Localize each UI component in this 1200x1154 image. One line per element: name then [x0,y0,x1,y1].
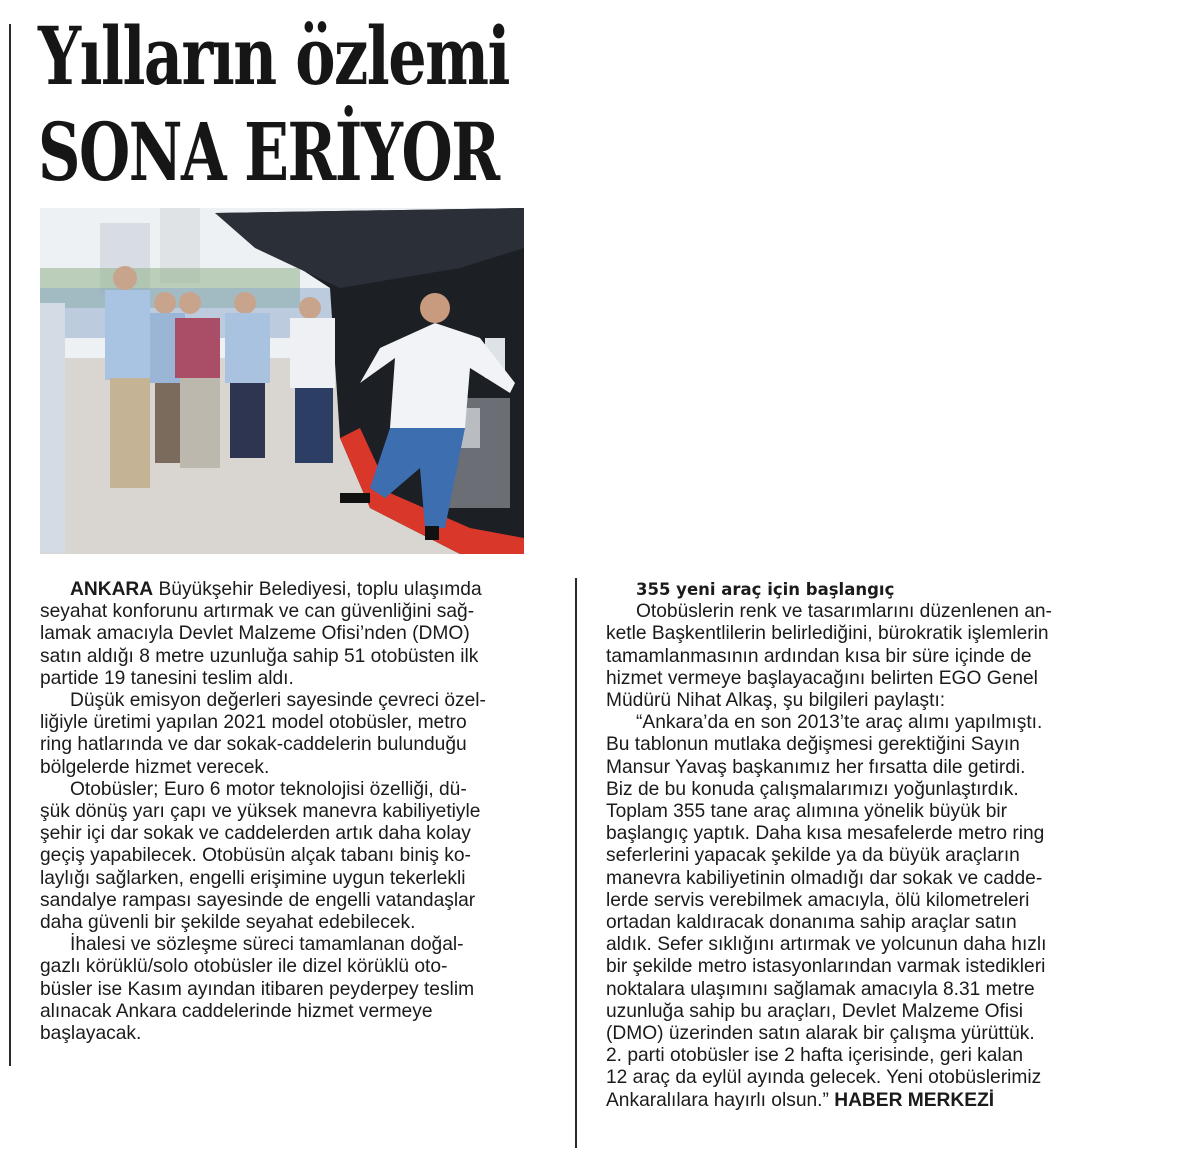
text-line: Mansur Yavaş başkanımız her fırsatta dile getirdi. [606,756,1026,778]
text-line: aldık. Sefer sıklığını artırmak ve yolcunun daha hızlı [606,934,1047,956]
text-line: ortadan kaldıracak donanıma sahip araçlar satın [606,912,1017,934]
text-line: 12 araç da eylül ayında gelecek. Yeni otobüslerimiz [606,1067,1042,1089]
text-line: ring hatlarında ve dar sokak-caddelerin bulunduğu [40,734,467,756]
column-divider [575,578,577,1148]
text-line: Toplam 355 tane araç alımına yönelik büyük bir [606,801,1008,823]
text-line: lamak amacıyla Devlet Malzeme Ofisi’nden (DMO) [40,623,470,645]
section-subheading: 355 yeni araç için başlangıç [636,580,895,599]
dateline: ANKARA [70,579,154,600]
text-line: ketle Başkentlilerin belirlediğini, bürokratik işlemlerin [606,623,1049,645]
article-left-column [40,579,526,1045]
left-column-rule [9,24,11,1066]
text-line: Otobüsler; Euro 6 motor teknolojisi özelliği, dü- [70,778,467,800]
text-line: seferlerini yapacak şekilde ya da büyük araçların [606,845,1020,867]
photo-illustration [40,208,524,554]
headline [38,8,538,200]
text-line: bir şekilde metro istasyonlarından varmak istedikleri [606,956,1046,978]
news-photo [40,208,524,554]
text-line: Otobüslerin renk ve tasarımlarını düzenlenen an- [636,601,1052,623]
text-line: şük dönüş yarı çapı ve yüksek manevra kabiliyetiyle [40,801,481,823]
text-line: uzunluğa sahip bu araçları, Devlet Malzeme Ofisi [606,1000,1023,1022]
text-line: (DMO) üzerinden satın alarak bir çalışma yürüttük. [606,1023,1035,1045]
text-line: sandalye rampası sayesinde de engelli vatandaşlar [40,889,476,911]
text-line: lerde servis verebilmek amacıyla, ölü kilometreleri [606,889,1030,911]
text-line: Biz de bu konuda çalışmalarımızı yoğunlaştırdık. [606,778,1019,800]
text-line: bölgelerde hizmet verecek. [40,756,270,778]
article-paragraph [40,579,526,690]
byline: HABER MERKEZİ [834,1089,995,1111]
text-line: şehir içi dar sokak ve caddelerden artık daha kolay [40,823,471,845]
headline-line-1: Yılların özlemi [38,9,509,103]
text-line: hizmet vermeye başlayacağını belirten EGO Genel [606,667,1038,689]
text-line: alınacak Ankara caddelerinde hizmet vermeye [40,1000,433,1022]
text-line: partide 19 tanesini teslim aldı. [40,667,294,689]
text-line: Bu tablonun mutlaka değişmesi gerektiğini Sayın [606,734,1020,756]
text-line: laylığı sağlarken, engelli erişimine uygun tekerlekli [40,867,466,889]
text-line: satın aldığı 8 metre uzunluğa sahip 51 otobüsten ilk [40,645,479,667]
article-paragraph [40,934,526,1045]
text-line: büsler ise Kasım ayından itibaren peyderpey teslim [40,978,475,1000]
text-line: tamamlanmasının ardından kısa bir süre içinde de [606,645,1032,667]
text-line: seyahat konforunu artırmak ve can güvenliğini sağ- [40,601,475,623]
text-line: başlayacak. [40,1023,142,1045]
quote-paragraph [606,712,1092,1112]
text-line: “Ankara’da en son 2013’te araç alımı yapılmıştı. [636,712,1043,734]
text-line: Müdürü Nihat Alkaş, şu bilgileri paylaştı: [606,690,946,712]
text-line: manevra kabiliyetinin olmadığı dar sokak ve cadde- [606,867,1043,889]
article-paragraph [606,601,1092,712]
text-line: noktalara ulaşımını sağlamak amacıyla 8.31 metre [606,978,1035,1000]
headline-line-2: SONA ERİYOR [38,105,499,199]
text-line: geçiş yapabilecek. Otobüsün alçak tabanı biniş ko- [40,845,471,867]
text-line: Büyükşehir Belediyesi, toplu ulaşımda [153,579,482,600]
article-paragraph [40,690,526,779]
text-line: daha güvenli bir şekilde seyahat edebilecek. [40,912,416,934]
text-line: gazlı körüklü/solo otobüsler ile dizel körüklü oto- [40,956,448,978]
text-line: başlangıç yaptık. Daha kısa mesafelerde metro ring [606,823,1045,845]
text-line: Düşük emisyon değerleri sayesinde çevreci özel- [70,690,486,712]
article-right-column [606,579,1092,1112]
text-line: Ankaralılara hayırlı olsun.” [606,1089,835,1111]
text-line: liğiyle üretimi yapılan 2021 model otobüsler, metro [40,712,467,734]
text-line: 2. parti otobüsler ise 2 hafta içerisinde, geri kalan [606,1045,1024,1067]
text-line: İhalesi ve sözleşme süreci tamamlanan doğal- [70,934,464,956]
article-paragraph [40,779,526,934]
